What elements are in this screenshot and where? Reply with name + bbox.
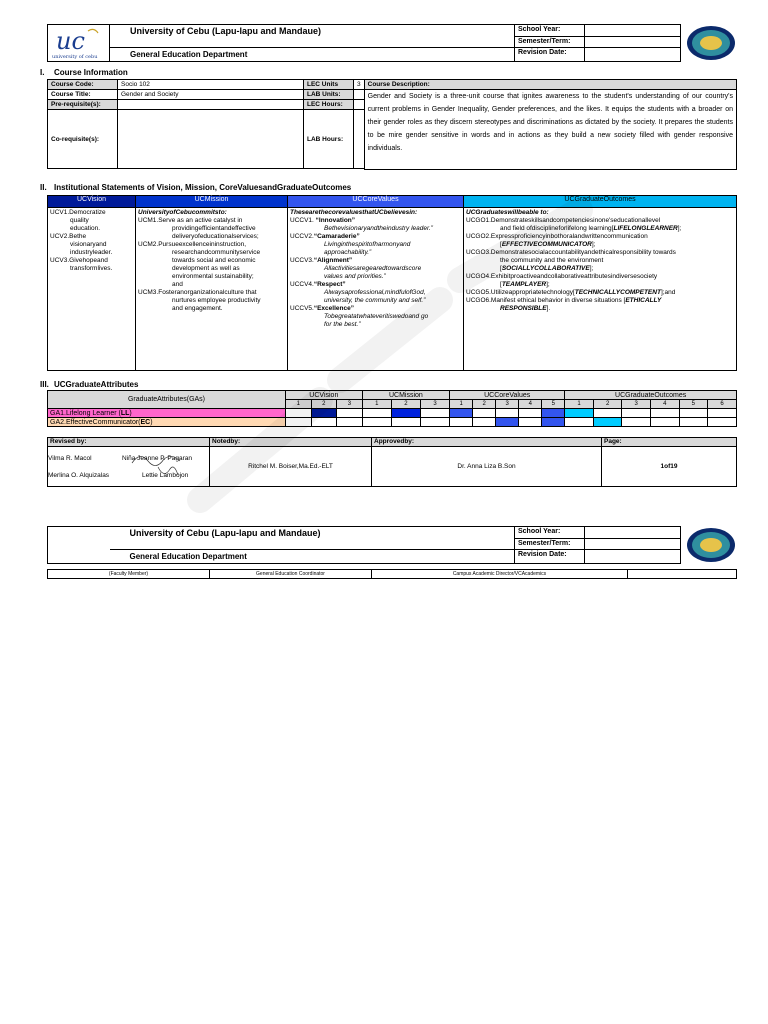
signature-scribble xyxy=(128,449,198,485)
ga-cell xyxy=(622,409,651,418)
vision-header: UCVision xyxy=(48,196,136,208)
reviser-name: Merlina O. Alquizalas xyxy=(48,472,110,479)
ga-cell xyxy=(286,409,312,418)
ga-cell xyxy=(519,409,542,418)
ga-cell xyxy=(450,418,473,427)
ga-cell-filled xyxy=(565,409,594,418)
ga-cell xyxy=(391,418,420,427)
semester-value xyxy=(585,36,681,48)
page-header xyxy=(47,24,737,62)
corequisite-label: Co-requisite(s): xyxy=(48,110,118,169)
ga-cell-filled xyxy=(450,409,473,418)
ga-sub: 3 xyxy=(496,400,519,409)
ga-cell xyxy=(362,418,391,427)
approved-by-value: Dr. Anna Liza B.Son xyxy=(372,447,602,487)
course-title-value: Gender and Society xyxy=(118,90,304,100)
ga-cell xyxy=(496,409,519,418)
vision-cell: UCV1.Democratize quality education. UCV2.Bethe visionaryand industryleader. UCV3.Givehopeand transformlives. xyxy=(48,208,136,371)
ga-cell-filled xyxy=(542,418,565,427)
signoff-table xyxy=(47,437,737,487)
ga-cell xyxy=(420,418,449,427)
school-year-label: School Year: xyxy=(515,527,585,539)
ga-sub: 3 xyxy=(622,400,651,409)
department-name: General Education Department xyxy=(110,550,515,564)
ga-cell-filled xyxy=(593,418,622,427)
lab-units-label: LAB Units: xyxy=(304,90,354,100)
ga-cell-filled xyxy=(391,409,420,418)
noted-by-value: Ritchel M. Boiser,Ma.Ed.-ELT xyxy=(210,447,372,487)
ga-sub: 1 xyxy=(450,400,473,409)
ga-cell xyxy=(337,409,363,418)
ga-sub: 2 xyxy=(593,400,622,409)
approved-by-label: Approvedby: xyxy=(372,438,602,447)
ga-sub: 6 xyxy=(708,400,737,409)
ga-sub: 2 xyxy=(311,400,337,409)
section-title-vmgo: II. Institutional Statements of Vision, Mission, CoreValuesandGraduateOutcomes xyxy=(40,183,352,192)
course-description: Gender and Society is a three-unit course that ignites awareness to the student's understanding of our country's current problems in Gender Inequality, Gender preferences, and the likes. It equips the students with a broader on their gender roles as they discern stereotypes and discriminations as dictated by the society. It prepares the students to be mire gender sensitive in words and in actions as they build a new society filled with gender responsive individuals. xyxy=(364,90,736,170)
lab-hours-label: LAB Hours: xyxy=(304,110,354,169)
section-title-course-info: I. Course Information xyxy=(40,68,128,77)
ga-cell xyxy=(473,409,496,418)
ga-sub: 4 xyxy=(519,400,542,409)
reviser-name: Lettie Lambojon xyxy=(142,472,189,479)
outcomes-cell: UCGraduateswillbeable to: UCGO1.Demonstrateskillsandcompetenciesinone'seducationallevel and field ofdisciplineforlifelong learning[LIFELONGLEARNER]; UCGO2.Expressproficiencyinbothoralandwrittencommunication [EFFECTIVECOMMUNICATOR]; UCGO3.Demonstratesocialaccountabilityandethicalresponsibility towards the community and the environment [SOCIALLYCOLLABORATIVE]; UCGO4.Exhibitproactiveandcollaborativeattributesindiversesociety [TEAMPLAYER]; UCGO5.Utilizeappropriatetechnology[TECHNICALLYCOMPETENT];and UCGO6.Manifest ethical behavior in diverse situations [ETHICALLY RESPONSIBLE]. xyxy=(464,208,737,371)
ga-group-mission: UCMission xyxy=(362,391,449,400)
ga-sub: 5 xyxy=(679,400,708,409)
noted-by-label: Notedby: xyxy=(210,438,372,447)
course-title-label: Course Title: xyxy=(48,90,118,100)
uc-logo xyxy=(48,25,110,62)
seal-icon xyxy=(681,527,738,564)
ga-sub: 2 xyxy=(473,400,496,409)
ga-sub: 1 xyxy=(286,400,312,409)
ga-sub: 1 xyxy=(565,400,594,409)
ga-cell xyxy=(565,418,594,427)
ga-cell xyxy=(708,418,737,427)
seal-icon xyxy=(681,25,738,62)
section-title-attributes: III. UCGraduateAttributes xyxy=(40,380,139,389)
reviser-name: Vilma R. Macol xyxy=(48,455,92,462)
school-year-label: School Year: xyxy=(515,25,585,37)
course-code-value: Socio 102 xyxy=(118,80,304,90)
revision-value xyxy=(585,48,681,62)
svg-text:uc: uc xyxy=(56,27,85,55)
ga-cell xyxy=(286,418,312,427)
ga-header: GraduateAttributes(GAs) xyxy=(48,391,286,409)
core-values-cell: ThesearethecorevaluesthatUCbelievesin: UCCV1. “Innovation” Bethevisionaryandtheindustry leader.” UCCV2.“Camaraderie” Livinginthespiritofharmonyand approachability.” UCCV3.“Alignment” Allactivitiesaregearedtowardscore values and priorities.” UCCV4.“Respect” Alwaysaprofessional,mindfulofGod, university, the community and self.” UCCV5.“Excellence” Tobegreatatwhateveritiswedoand go for the best.” xyxy=(288,208,464,371)
page-label: Page: xyxy=(602,438,737,447)
vmgo-table xyxy=(47,195,737,371)
ga-cell xyxy=(473,418,496,427)
lec-hours-label: LEC Hours: xyxy=(304,100,354,110)
revised-by-label: Revised by: xyxy=(48,438,210,447)
ga-cell xyxy=(519,418,542,427)
core-values-header: UCCoreValues xyxy=(288,196,464,208)
ga-cell xyxy=(708,409,737,418)
ga-cell-filled xyxy=(311,409,337,418)
ga-cell xyxy=(311,418,337,427)
course-description-label: Course Description: xyxy=(364,80,736,90)
ga-sub: 3 xyxy=(420,400,449,409)
department-name: General Education Department xyxy=(110,48,515,62)
ga-cell xyxy=(337,418,363,427)
ga-cell xyxy=(650,418,679,427)
graduate-attributes-table xyxy=(47,390,737,427)
ga-cell xyxy=(679,418,708,427)
revision-label: Revision Date: xyxy=(515,550,585,564)
revision-label: Revision Date: xyxy=(515,48,585,62)
ga-row-lifelong-learner: GA1.Lifelong Learner (LL) xyxy=(48,409,286,418)
role-coordinator: General Education Coordinator xyxy=(210,570,372,579)
semester-label: Semester/Term: xyxy=(515,36,585,48)
ga-cell-filled xyxy=(496,418,519,427)
course-info-table xyxy=(47,79,737,170)
ga-sub: 5 xyxy=(542,400,565,409)
school-year-value xyxy=(585,25,681,37)
ga-group-outcomes: UCGraduateOutcomes xyxy=(565,391,737,400)
ga-cell xyxy=(593,409,622,418)
page-number: 1of19 xyxy=(602,447,737,487)
ga-sub: 1 xyxy=(362,400,391,409)
ga-cell xyxy=(420,409,449,418)
ga-cell xyxy=(622,418,651,427)
ga-cell-filled xyxy=(542,409,565,418)
ga-cell xyxy=(362,409,391,418)
lec-units-value: 3 xyxy=(354,80,365,90)
ga-row-effective-communicator: GA2.EffectiveCommunicator(EC) xyxy=(48,418,286,427)
role-faculty: (Faculty Member) xyxy=(48,570,210,579)
reviser-name: Niña Jeanne P. Pagaran xyxy=(122,455,192,462)
mission-header: UCMission xyxy=(136,196,288,208)
course-code-label: Course Code: xyxy=(48,80,118,90)
ga-cell xyxy=(679,409,708,418)
outcomes-header: UCGraduateOutcomes xyxy=(464,196,737,208)
ga-group-core-values: UCCoreValues xyxy=(450,391,565,400)
ga-cell xyxy=(650,409,679,418)
university-name: University of Cebu (Lapu-lapu and Mandaue) xyxy=(110,527,515,550)
ga-sub: 2 xyxy=(391,400,420,409)
footer-roles-table xyxy=(47,569,737,579)
prerequisite-label: Pre-requisite(s): xyxy=(48,100,118,110)
semester-label: Semester/Term: xyxy=(515,538,585,550)
role-director: Campus Academic Director/VCAcademics xyxy=(372,570,628,579)
mission-cell: UniversityofCebucommitsto: UCM1.Serve as an active catalyst in providingefficientandeffective deliveryofeducationalservices; UCM2.Pursueexcellenceininstruction, researchandcommunityservice towards social and economic development as well as environmental sustainability; and UCM3.Fosteranorganizationalculture that nurtures employee productivity and engagement. xyxy=(136,208,288,371)
svg-text:university of cebu: university of cebu xyxy=(52,54,98,60)
ga-sub: 4 xyxy=(650,400,679,409)
ga-sub: 3 xyxy=(337,400,363,409)
university-name: University of Cebu (Lapu-lapu and Mandaue) xyxy=(110,25,515,48)
ga-group-vision: UCVision xyxy=(286,391,363,400)
page-header-2 xyxy=(47,526,737,564)
revisers-cell xyxy=(48,447,210,487)
lec-units-label: LEC Units xyxy=(304,80,354,90)
